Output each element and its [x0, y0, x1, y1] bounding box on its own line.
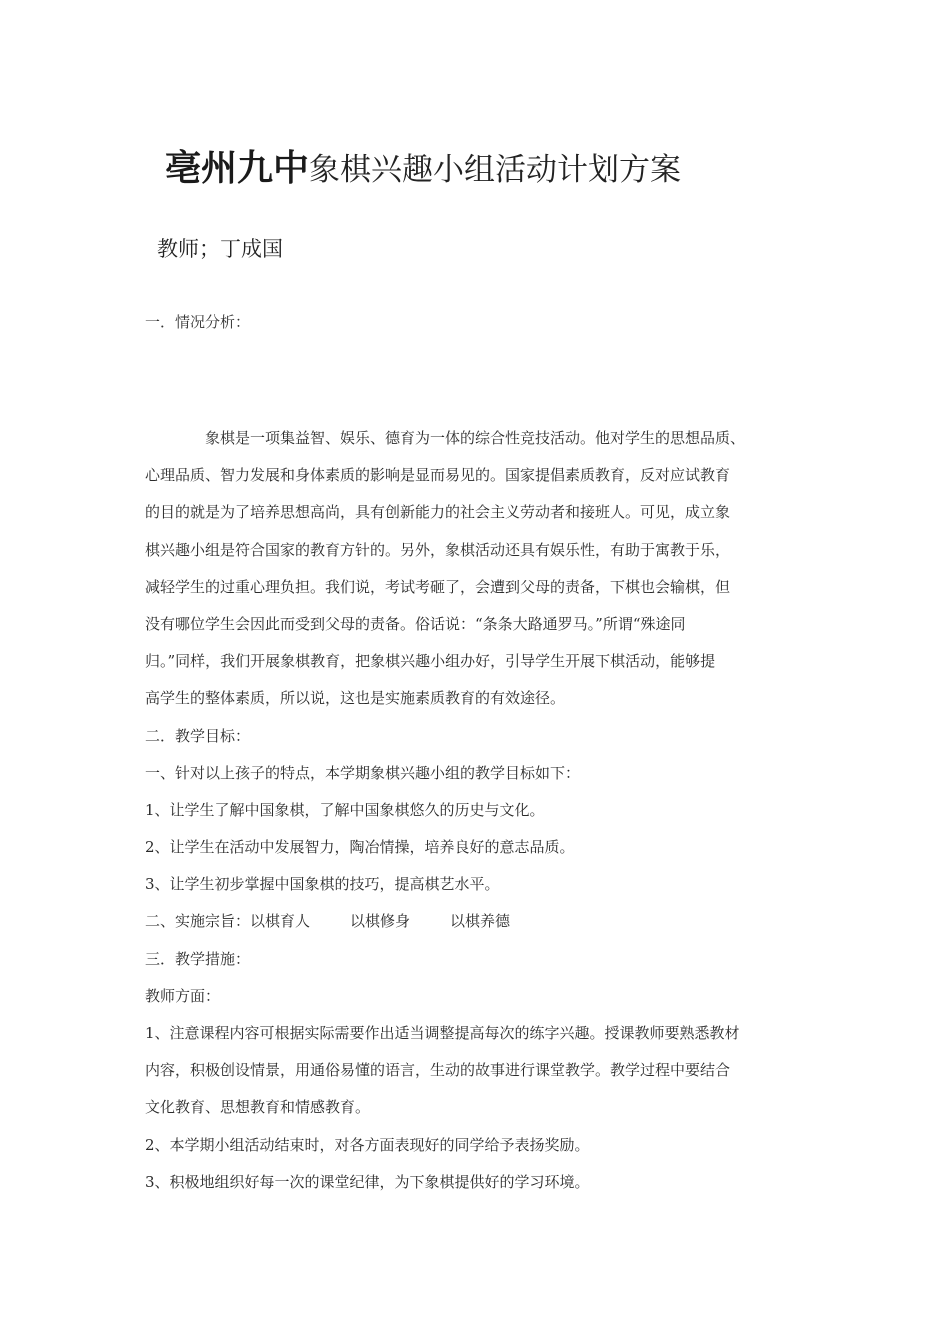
goals-intro: 一、针对以上孩子的特点，本学期象棋兴趣小组的教学目标如下：	[145, 763, 581, 782]
paragraph-line: 心理品质、智力发展和身体素质的影响是显而易见的。国家提倡素质教育，反对应试教育	[145, 466, 731, 485]
teacher-side-heading: 教师方面：	[145, 986, 221, 1005]
measure-line: 3、积极地组织好每一次的课堂纪律，为下象棋提供好的学习环境。	[145, 1172, 590, 1191]
paragraph-line: 的目的就是为了培养思想高尚，具有创新能力的社会主义劳动者和接班人。可见，成立象	[145, 503, 731, 522]
teacher-line: 教师；丁成国	[157, 237, 283, 261]
section-heading-measures: 三．教学措施：	[145, 949, 251, 968]
paragraph-line: 减轻学生的过重心理负担。我们说，考试考砸了，会遭到父母的责备，下棋也会输棋，但	[145, 577, 731, 596]
document-title	[165, 140, 681, 191]
measure-line: 1、注意课程内容可根据实际需要作出适当调整提高每次的练字兴趣。授课教师要熟悉教材	[145, 1024, 740, 1042]
document-body	[145, 420, 805, 1201]
title-plan-name: 象棋兴趣小组活动计划方案	[309, 152, 682, 188]
purpose-line	[145, 903, 805, 940]
paragraph-line: 棋兴趣小组是符合国家的教育方针的。另外，象棋活动还具有娱乐性，有助于寓教于乐，	[145, 540, 731, 559]
purpose-item: 以棋修身	[350, 912, 411, 931]
section-heading-situation: 一．情况分析：	[145, 313, 251, 331]
paragraph-line: 象棋是一项集益智、娱乐、德育为一体的综合性竞技活动。他对学生的思想品质、	[205, 429, 746, 447]
paragraph-line: 没有哪位学生会因此而受到父母的责备。俗话说：“条条大路通罗马。”所谓“殊途同	[145, 614, 686, 633]
measure-line: 2、本学期小组活动结束时，对各方面表现好的同学给予表扬奖励。	[145, 1135, 590, 1154]
goal-item: 3、让学生初步掌握中国象棋的技巧，提高棋艺水平。	[145, 875, 500, 894]
goal-item: 1、让学生了解中国象棋，了解中国象棋悠久的历史与文化。	[145, 800, 545, 819]
measure-line: 文化教育、思想教育和情感教育。	[145, 1098, 371, 1117]
goal-item: 2、让学生在活动中发展智力，陶冶情操，培养良好的意志品质。	[145, 838, 575, 857]
measure-line: 内容，积极创设情景，用通俗易懂的语言，生动的故事进行课堂教学。教学过程中要结合	[145, 1061, 731, 1080]
paragraph-line: 归。”同样，我们开展象棋教育，把象棋兴趣小组办好，引导学生开展下棋活动，能够提	[145, 652, 716, 671]
paragraph-line: 高学生的整体素质，所以说，这也是实施素质教育的有效途径。	[145, 689, 566, 708]
purpose-item: 以棋养德	[450, 912, 511, 931]
section-heading-goals: 二．教学目标：	[145, 726, 251, 745]
title-school-name: 亳州九中	[165, 148, 310, 189]
purpose-label: 二、实施宗旨：以棋育人	[145, 912, 311, 931]
